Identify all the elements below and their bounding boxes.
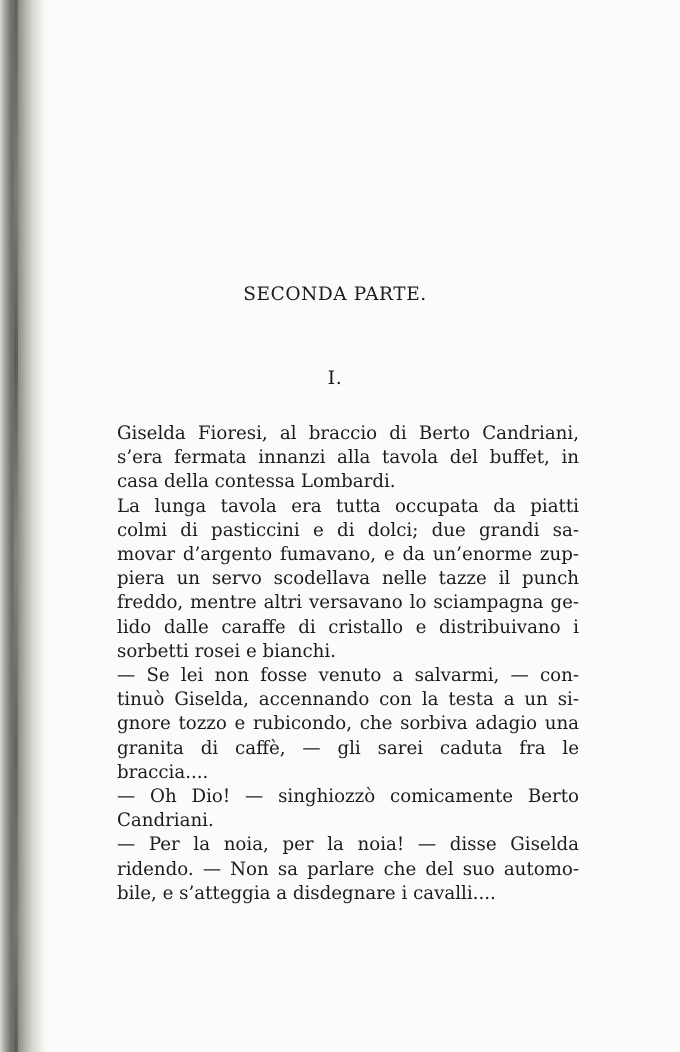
text-line: La lunga tavola era tutta occupata da piatti [117,495,579,517]
text-line: tinuò Giselda, accennando con la testa a un si- [117,689,579,711]
text-line: sorbetti rosei e bianchi. [117,640,336,662]
paragraph-1 [117,422,579,495]
text-line: movar d’argento fumavano, e da un’enorme zup- [117,544,579,566]
text-line: Giselda Fioresi, al braccio di Berto Candriani, [117,423,579,444]
text-line: braccia.... [117,761,209,783]
binding-shadow [14,0,18,1052]
text-line: granita di caffè, — gli sarei caduta fra le [117,737,579,759]
paragraph-5 [117,833,579,906]
text-line: piera un servo scodellava nelle tazze il punch [117,568,579,590]
part-title: SECONDA PARTE. [243,284,427,305]
text-line: Candriani. [117,810,214,832]
chapter-body [117,422,579,906]
paragraph-2 [117,495,579,664]
text-line: — Se lei non fosse venuto a salvarmi, — con- [117,665,579,687]
text-line: gnore tozzo e rubicondo, che sorbiva adagio una [117,713,579,735]
paragraph-4 [117,785,579,833]
text-line: ridendo. — Non sa parlare che del suo automo- [117,858,579,880]
paragraph-3 [117,664,579,785]
text-line: colmi di pasticcini e di dolci; due grandi sa- [117,519,579,541]
text-line: — Oh Dio! — singhiozzò comicamente Berto [117,786,579,808]
binding-gutter [0,0,46,1052]
chapter-number: I. [327,367,343,389]
text-line: bile, e s’atteggia a disdegnare i cavalli.... [117,882,496,904]
text-line: freddo, mentre altri versavano lo sciampagna ge- [117,592,579,614]
text-line: — Per la noia, per la noia! — disse Giselda [117,834,579,856]
text-line: lido dalle caraffe di cristallo e distribuivano i [117,616,579,638]
text-line: casa della contessa Lombardi. [117,471,396,493]
text-line: s’era fermata innanzi alla tavola del buffet, in [117,447,579,469]
